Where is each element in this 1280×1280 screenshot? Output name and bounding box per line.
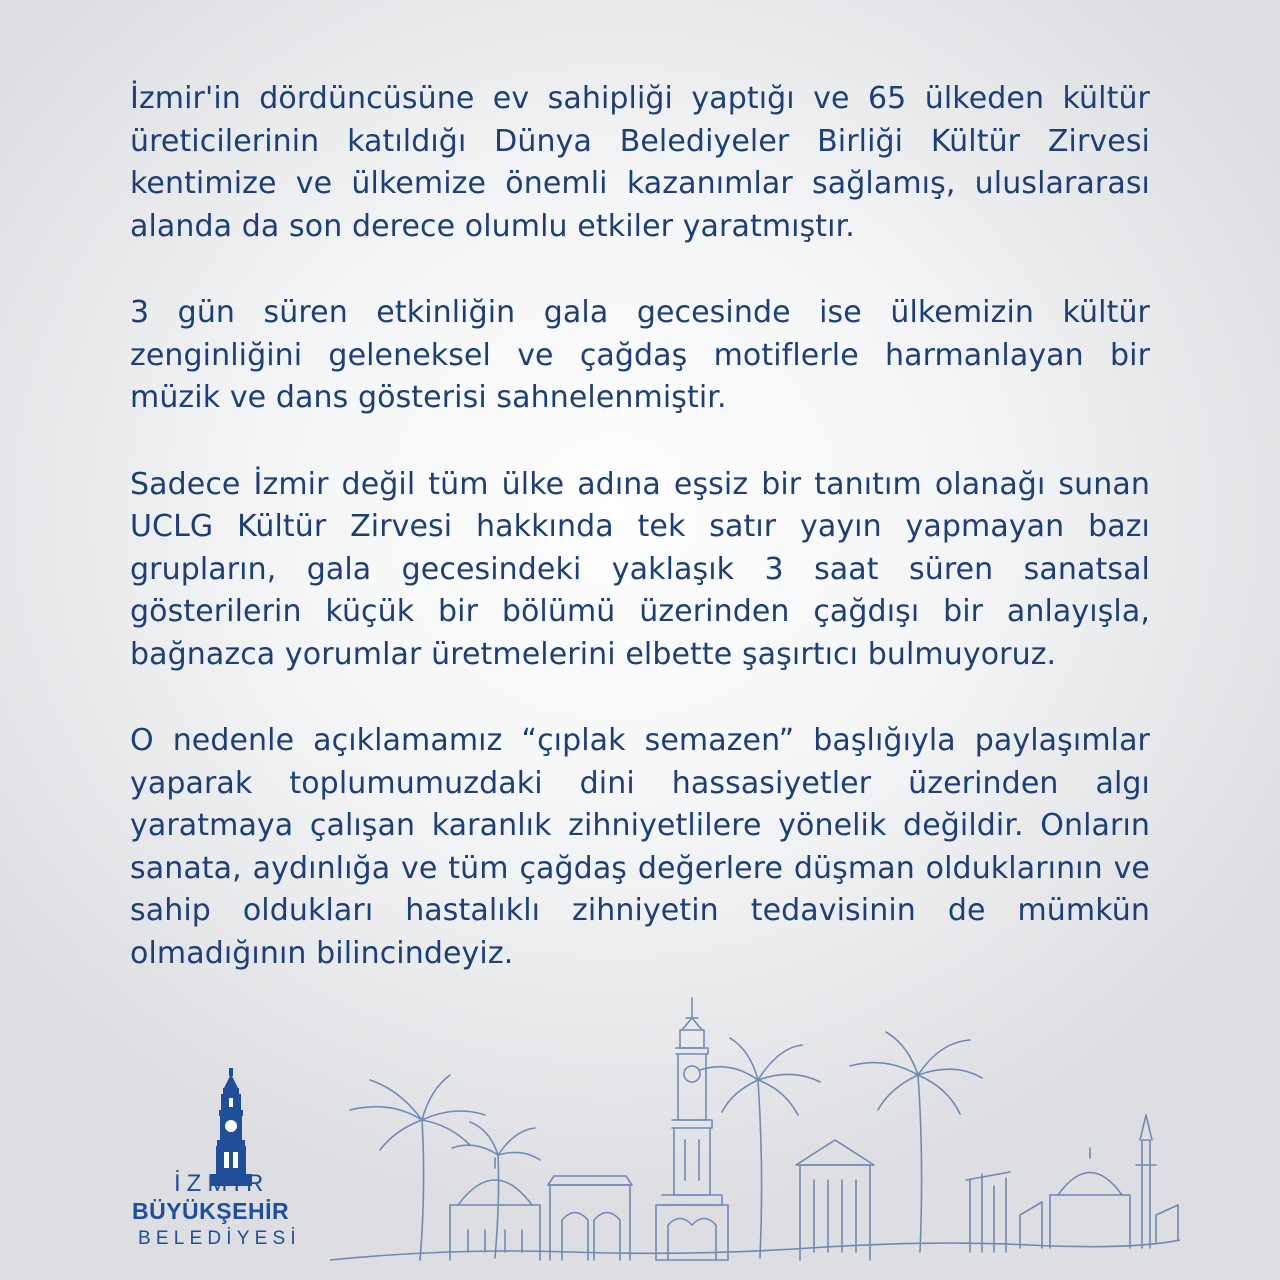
paragraph-2: 3 gün süren etkinliğin gala gecesinde ise ülkemizin kültür zenginliğini geleneksel ve çağdaş motiflerle harmanlayan bir müzik ve dans gösterisi sahnelenmiştir. xyxy=(130,295,1150,415)
izmir-buyuksehir-logo xyxy=(132,1060,330,1260)
clock-tower-icon xyxy=(186,1068,276,1186)
logo-text-belediyesi: BELEDİYESİ xyxy=(138,1228,301,1249)
logo-text-izmir: İZMİR xyxy=(174,1170,270,1197)
paragraph-3: Sadece İzmir değil tüm ülke adına eşsiz bir tanıtım olanağı sunan UCLG Kültür Zirvesi hakkında tek satır yayın yapmayan bazı grupların, gala gecesindeki yaklaşık 3 saat süren sanatsal gösterilerin küçük bir bölümü üzerinden çağdışı bir anlayışla, bağnazca yorumlar üretmelerini elbette şaşırtıcı bulmuyoruz. xyxy=(130,466,1150,672)
paragraph-1: İzmir'in dördüncüsüne ev sahipliği yaptığı ve 65 ülkeden kültür üreticilerinin katıldığı Dünya Belediyeler Birliği Kültür Zirvesi kentimize ve ülkemize önemli kazanımlar sağlamış, uluslararası alanda da son derece olumlu etkiler yaratmıştır. xyxy=(130,81,1150,244)
paragraph-4: O nedenle açıklamamız “çıplak semazen” başlığıyla paylaşımlar yaparak toplumumuzdaki dini hassasiyetler üzerinden algı yaratmaya çalışan karanlık zihniyetlilere yönelik değildir. Onların sanata, aydınlığa ve tüm çağdaş değerlere düşman olduklarının ve sahip oldukları hastalıklı zihniyetin tedavisinin de mümkün olmadığının bilincindeyiz. xyxy=(130,723,1150,971)
statement-text xyxy=(130,78,1150,1019)
izmir-skyline-sketch xyxy=(330,990,1180,1280)
logo-text-buyuksehir: BÜYÜKŞEHİR xyxy=(132,1198,290,1224)
